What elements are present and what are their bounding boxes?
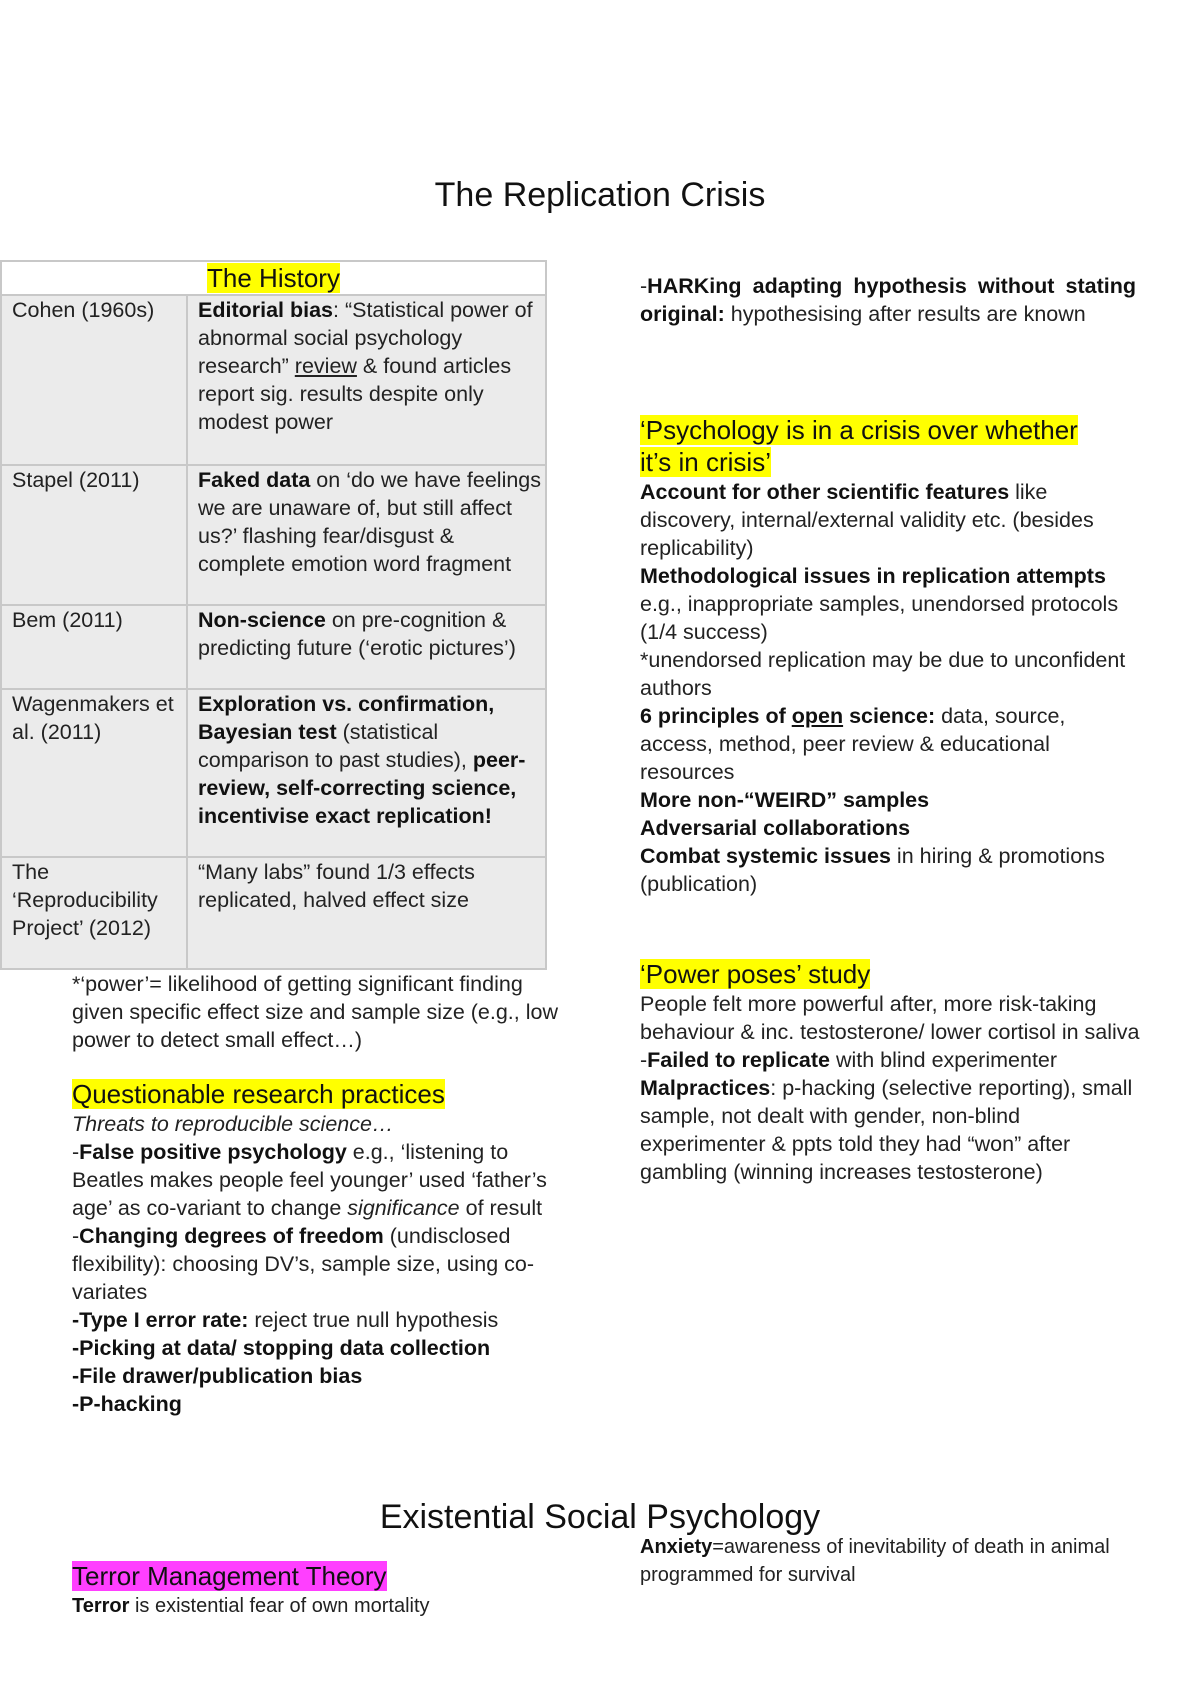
power-poses-mal-text: : p-hacking (selective reporting), small sample, not dealt with gender, non-blind experimenter & ppts told they had “won” after gambling (winning increases testosterone) xyxy=(640,1076,1133,1184)
tmt-section xyxy=(72,1560,592,1620)
history-desc-text: on pre-cognition & predicting future (‘erotic pictures’) xyxy=(198,608,516,660)
review-link[interactable]: review xyxy=(294,354,357,378)
qrp-file-drawer: -File drawer/publication bias xyxy=(72,1364,363,1388)
crisis-item-bold: Combat systemic issues xyxy=(640,844,891,868)
qrp-fp-italic: significance xyxy=(347,1196,460,1220)
crisis-item-text: like discovery, internal/external validity etc. (besides replicability) xyxy=(640,480,1094,560)
crisis-item-bold: More non-“WEIRD” samples xyxy=(640,788,930,812)
tmt-heading: Terror Management Theory xyxy=(72,1561,387,1591)
crisis-item xyxy=(640,478,1140,562)
history-table-header xyxy=(1,261,546,295)
qrp-section xyxy=(72,1078,572,1418)
qrp-intro xyxy=(72,1110,572,1138)
power-poses-heading: ‘Power poses’ study xyxy=(640,959,871,989)
harking-note: -HARKing adapting hypothesis without stating original: hypothesising after results are known xyxy=(640,274,1136,326)
qrp-heading-wrap xyxy=(72,1078,572,1110)
crisis-section xyxy=(640,414,1140,898)
qrp-phack-text: P-hacking xyxy=(79,1392,182,1416)
history-who: Cohen (1960s) xyxy=(1,295,187,465)
history-desc-bold: peer-review, self-correcting science, incentivise exact replication! xyxy=(198,748,526,828)
crisis-item-bold: 6 principles of xyxy=(640,704,792,728)
section-title-text: Existential Social Psychology xyxy=(379,1498,821,1536)
table-row xyxy=(1,857,546,969)
page-title xyxy=(0,176,1200,215)
history-who: Bem (2011) xyxy=(1,605,187,689)
qrp-false-positive: -False positive psychology e.g., ‘listening to Beatles makes people feel younger’ used ‘father’s age’ as co-variant to change significance of result xyxy=(72,1140,547,1220)
power-poses-heading-wrap xyxy=(640,958,1140,990)
qrp-pick-text: Picking at data/ stopping data collection xyxy=(79,1336,491,1360)
crisis-item-bold: science: xyxy=(843,704,936,728)
table-row xyxy=(1,689,546,857)
history-who: Wagenmakers et al. (2011) xyxy=(1,689,187,857)
history-desc xyxy=(187,605,546,689)
tmt-heading-wrap xyxy=(72,1560,592,1592)
history-desc: “Many labs” found 1/3 effects replicated, halved effect size xyxy=(187,857,546,969)
history-desc xyxy=(187,465,546,605)
qrp-fp-text: of result xyxy=(459,1196,543,1220)
history-desc-bold: Editorial bias xyxy=(198,298,334,322)
power-poses-text: People felt more powerful after, more risk-taking behaviour & inc. testosterone/ lower cortisol in saliva xyxy=(640,992,1140,1044)
page-title-text: The Replication Crisis xyxy=(434,176,766,214)
table-row xyxy=(1,295,546,465)
crisis-item-bold: Adversarial collaborations xyxy=(640,816,911,840)
qrp-t1-bold: Type I error rate: xyxy=(79,1308,249,1332)
history-desc-text: (statistical comparison to past studies), xyxy=(198,720,473,772)
crisis-item-bold: Account for other scientific features xyxy=(640,480,1010,504)
power-poses-fail-bold: Failed to replicate xyxy=(647,1048,830,1072)
tmt-body: is existential fear of own mortality xyxy=(129,1595,430,1617)
history-who: The ‘Reproducibility Project’ (2012) xyxy=(1,857,187,969)
qrp-dof-bold: Changing degrees of freedom xyxy=(79,1224,384,1248)
qrp-degrees-freedom: -Changing degrees of freedom (undisclosed flexibility): choosing DV’s, sample size, using co-variates xyxy=(72,1224,535,1304)
crisis-item-bold: Methodological issues in replication attempts xyxy=(640,564,1106,588)
crisis-item-text: e.g., inappropriate samples, unendorsed protocols (1/4 success) xyxy=(640,592,1119,644)
qrp-heading: Questionable research practices xyxy=(72,1079,445,1109)
crisis-item xyxy=(640,702,1140,786)
power-poses-fail-text: with blind experimenter xyxy=(829,1048,1058,1072)
crisis-item-text: data, source, access, method, peer review & educational resources xyxy=(640,704,1066,784)
anxiety-bold: Anxiety xyxy=(640,1536,713,1558)
qrp-p-hacking: -P-hacking xyxy=(72,1392,182,1416)
history-desc-text: : “Statistical power of abnormal social psychology research” xyxy=(198,298,533,378)
qrp-fp-bold: False positive psychology xyxy=(79,1140,347,1164)
power-poses-mal-bold: Malpractices xyxy=(640,1076,771,1100)
history-desc-bold: Exploration vs. confirmation, Bayesian test xyxy=(198,692,495,744)
crisis-item xyxy=(640,814,1140,842)
power-note: *‘power’= likelihood of getting significant finding given specific effect size and sample size (e.g., low power to detect small effect…) xyxy=(72,972,558,1052)
anxiety-text: =awareness of inevitability of death in animal programmed for survival xyxy=(640,1536,1110,1586)
qrp-type1: -Type I error rate: reject true null hypothesis xyxy=(72,1308,499,1332)
history-desc xyxy=(187,295,546,465)
table-row xyxy=(1,605,546,689)
history-desc-bold: Faked data xyxy=(198,468,311,492)
table-row xyxy=(1,465,546,605)
qrp-picking: -Picking at data/ stopping data collection xyxy=(72,1336,491,1360)
power-poses-section xyxy=(640,958,1140,1186)
history-desc xyxy=(187,689,546,857)
crisis-item xyxy=(640,842,1140,898)
harking-bold: HARKing adapting hypothesis without stating original: xyxy=(640,274,1136,326)
power-poses-malpractices xyxy=(640,1074,1140,1186)
crisis-note: *unendorsed replication may be due to unconfident authors xyxy=(640,648,1126,700)
history-who: Stapel (2011) xyxy=(1,465,187,605)
crisis-heading-wrap xyxy=(640,414,1110,478)
anxiety-note xyxy=(640,1533,1110,1589)
history-heading: The History xyxy=(207,263,340,293)
history-table xyxy=(0,260,547,970)
qrp-drawer-text: File drawer/publication bias xyxy=(79,1364,363,1388)
power-poses-fail: -Failed to replicate with blind experimenter xyxy=(640,1048,1058,1072)
tmt-text xyxy=(72,1592,592,1620)
crisis-item xyxy=(640,786,1140,814)
qrp-t1-text: reject true null hypothesis xyxy=(248,1308,499,1332)
crisis-open-underlined: open xyxy=(791,704,844,728)
history-desc-bold: Non-science xyxy=(198,608,326,632)
history-desc-text: on ‘do we have feelings we are unaware of, but still affect us?’ flashing fear/disgust & complete emotion word fragment xyxy=(198,468,542,576)
crisis-heading: ‘Psychology is in a crisis over whether it’s in crisis’ xyxy=(640,415,1078,477)
tmt-bold: Terror xyxy=(72,1595,130,1617)
qrp-fp-text: e.g., ‘listening to Beatles makes people feel younger’ used ‘father’s age’ as co-variant to change xyxy=(72,1140,547,1220)
crisis-item-text: in hiring & promotions (publication) xyxy=(640,844,1105,896)
qrp-dof-text: (undisclosed flexibility): choosing DV’s, sample size, using co-variates xyxy=(72,1224,535,1304)
harking-text: hypothesising after results are known xyxy=(724,302,1086,326)
crisis-item xyxy=(640,562,1140,646)
history-desc-text: & found articles report sig. results despite only modest power xyxy=(198,354,512,434)
section-title xyxy=(0,1498,1200,1537)
qrp-intro-text: Threats to reproducible science… xyxy=(72,1112,394,1136)
